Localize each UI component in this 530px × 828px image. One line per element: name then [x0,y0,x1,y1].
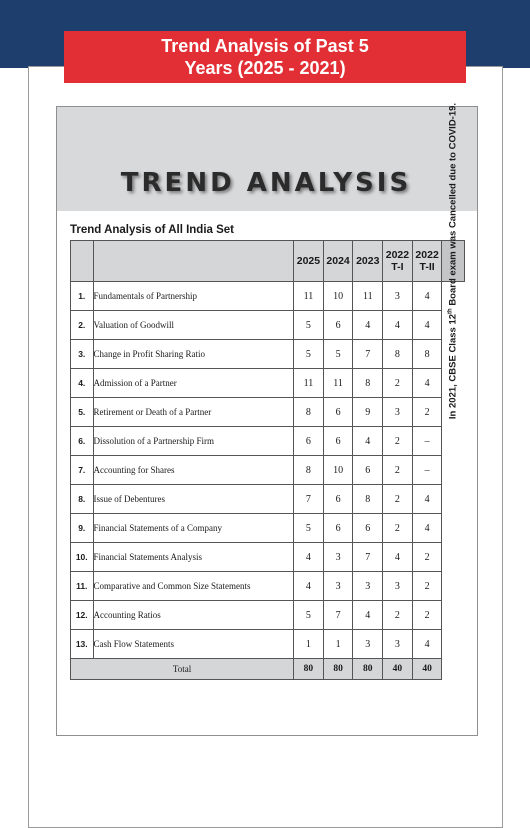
row-value-cell: 2 [412,572,442,601]
total-cell: 80 [323,659,353,680]
header-banner [64,31,466,83]
table-row [71,630,465,659]
table-row [71,282,465,311]
row-value-cell: 5 [294,601,324,630]
row-value-cell: 8 [353,485,383,514]
table-row [71,311,465,340]
header-col-label: 2025 [296,255,321,267]
row-value-cell: 3 [383,572,413,601]
row-value-cell: 4 [383,543,413,572]
row-value-cell: 4 [412,311,442,340]
row-number: 12. [71,601,94,630]
row-value-cell: 3 [353,572,383,601]
header-col-sublabel: T-I [391,261,404,273]
row-topic: Retirement or Death of a Partner [93,398,294,427]
row-value-cell: 7 [323,601,353,630]
row-value-cell: 6 [323,427,353,456]
row-value-cell: 11 [294,282,324,311]
row-topic: Valuation of Goodwill [93,311,294,340]
header-topic [93,241,294,282]
covid-note-superscript: th [447,308,454,314]
header-col-2023 [353,241,383,282]
row-value-cell: 8 [353,369,383,398]
row-value-cell: 3 [323,572,353,601]
table-row [71,572,465,601]
table-row [71,456,465,485]
row-value-cell: 4 [383,311,413,340]
row-topic: Accounting Ratios [93,601,294,630]
header-col-label: 2022 [385,249,410,261]
row-number: 7. [71,456,94,485]
row-value-cell: 2 [383,601,413,630]
row-value-cell: 4 [353,311,383,340]
row-number: 3. [71,340,94,369]
table-row [71,514,465,543]
row-value-cell: – [412,427,442,456]
row-value-cell: 2 [383,427,413,456]
row-value-cell: 4 [412,630,442,659]
row-number: 5. [71,398,94,427]
row-value-cell: 4 [412,485,442,514]
row-value-cell: 2 [383,514,413,543]
total-row [71,659,465,680]
row-value-cell: 2 [383,456,413,485]
row-value-cell: 11 [323,369,353,398]
row-value-cell: 4 [353,601,383,630]
row-value-cell: 6 [323,311,353,340]
row-value-cell: 3 [383,282,413,311]
row-topic: Admission of a Partner [93,369,294,398]
header-sno [71,241,94,282]
row-value-cell: 4 [353,427,383,456]
row-value-cell: 6 [323,398,353,427]
row-topic: Issue of Debentures [93,485,294,514]
table-caption: Trend Analysis of All India Set [70,224,235,236]
row-value-cell: 5 [294,311,324,340]
row-value-cell: 4 [412,282,442,311]
row-value-cell: 6 [353,514,383,543]
row-value-cell: 2 [383,485,413,514]
header-col-label: 2022 [415,249,439,261]
row-value-cell: 5 [323,340,353,369]
covid-side-note [442,102,465,420]
row-value-cell: 6 [323,514,353,543]
row-value-cell: 3 [383,630,413,659]
row-value-cell: 2 [412,398,442,427]
row-topic: Accounting for Shares [93,456,294,485]
header-col-label: 2023 [356,255,380,267]
total-label: Total [71,659,294,680]
row-value-cell: 4 [412,369,442,398]
row-value-cell: – [412,456,442,485]
row-value-cell: 4 [294,543,324,572]
row-number: 13. [71,630,94,659]
section-title: TREND ANALYSIS [120,168,412,198]
total-cell: 40 [383,659,413,680]
table-row [71,543,465,572]
row-value-cell: 7 [353,340,383,369]
row-value-cell: 2 [383,369,413,398]
header-col-sublabel: T-II [419,261,435,273]
row-value-cell: 8 [383,340,413,369]
covid-note-text [448,71,459,451]
row-value-cell: 9 [353,398,383,427]
row-number: 2. [71,311,94,340]
row-number: 10. [71,543,94,572]
row-value-cell: 5 [294,514,324,543]
row-value-cell: 6 [323,485,353,514]
row-topic: Comparative and Common Size Statements [93,572,294,601]
table-row [71,427,465,456]
header-col-2022-t2 [412,241,442,282]
row-value-cell: 7 [353,543,383,572]
table-row [71,485,465,514]
total-cell: 40 [412,659,442,680]
table-row [71,601,465,630]
row-value-cell: 10 [323,456,353,485]
row-value-cell: 11 [294,369,324,398]
table-header-row [71,241,465,282]
row-value-cell: 5 [294,340,324,369]
row-value-cell: 1 [323,630,353,659]
row-value-cell: 6 [294,427,324,456]
table-row [71,369,465,398]
row-value-cell: 4 [294,572,324,601]
table-row [71,398,465,427]
row-value-cell: 7 [294,485,324,514]
header-line-1: Trend Analysis of Past 5 [161,36,369,56]
row-topic: Financial Statements of a Company [93,514,294,543]
row-number: 4. [71,369,94,398]
total-cell: 80 [353,659,383,680]
row-value-cell: 3 [323,543,353,572]
row-value-cell: 2 [412,543,442,572]
row-number: 9. [71,514,94,543]
header-col-label: 2024 [326,255,350,267]
covid-note-part: Board exam was Cancelled due to COVID-19. [447,102,459,309]
row-value-cell: 11 [353,282,383,311]
header-col-2022-t1 [383,241,413,282]
header-line-2: Years (2025 - 2021) [184,58,346,78]
row-value-cell: 4 [412,514,442,543]
row-value-cell: 10 [323,282,353,311]
row-value-cell: 3 [353,630,383,659]
total-cell: 80 [294,659,324,680]
row-value-cell: 8 [412,340,442,369]
row-number: 11. [71,572,94,601]
row-number: 8. [71,485,94,514]
row-topic: Change in Profit Sharing Ratio [93,340,294,369]
row-value-cell: 8 [294,398,324,427]
header-col-2025 [294,241,324,282]
row-value-cell: 1 [294,630,324,659]
row-number: 1. [71,282,94,311]
row-value-cell: 8 [294,456,324,485]
row-topic: Financial Statements Analysis [93,543,294,572]
row-value-cell: 3 [383,398,413,427]
covid-note-part: In 2021, CBSE Class 12 [447,313,459,420]
row-value-cell: 6 [353,456,383,485]
row-topic: Cash Flow Statements [93,630,294,659]
row-value-cell: 2 [412,601,442,630]
header-col-2024 [323,241,353,282]
table-row [71,340,465,369]
row-topic: Fundamentals of Partnership [93,282,294,311]
row-topic: Dissolution of a Partnership Firm [93,427,294,456]
row-number: 6. [71,427,94,456]
